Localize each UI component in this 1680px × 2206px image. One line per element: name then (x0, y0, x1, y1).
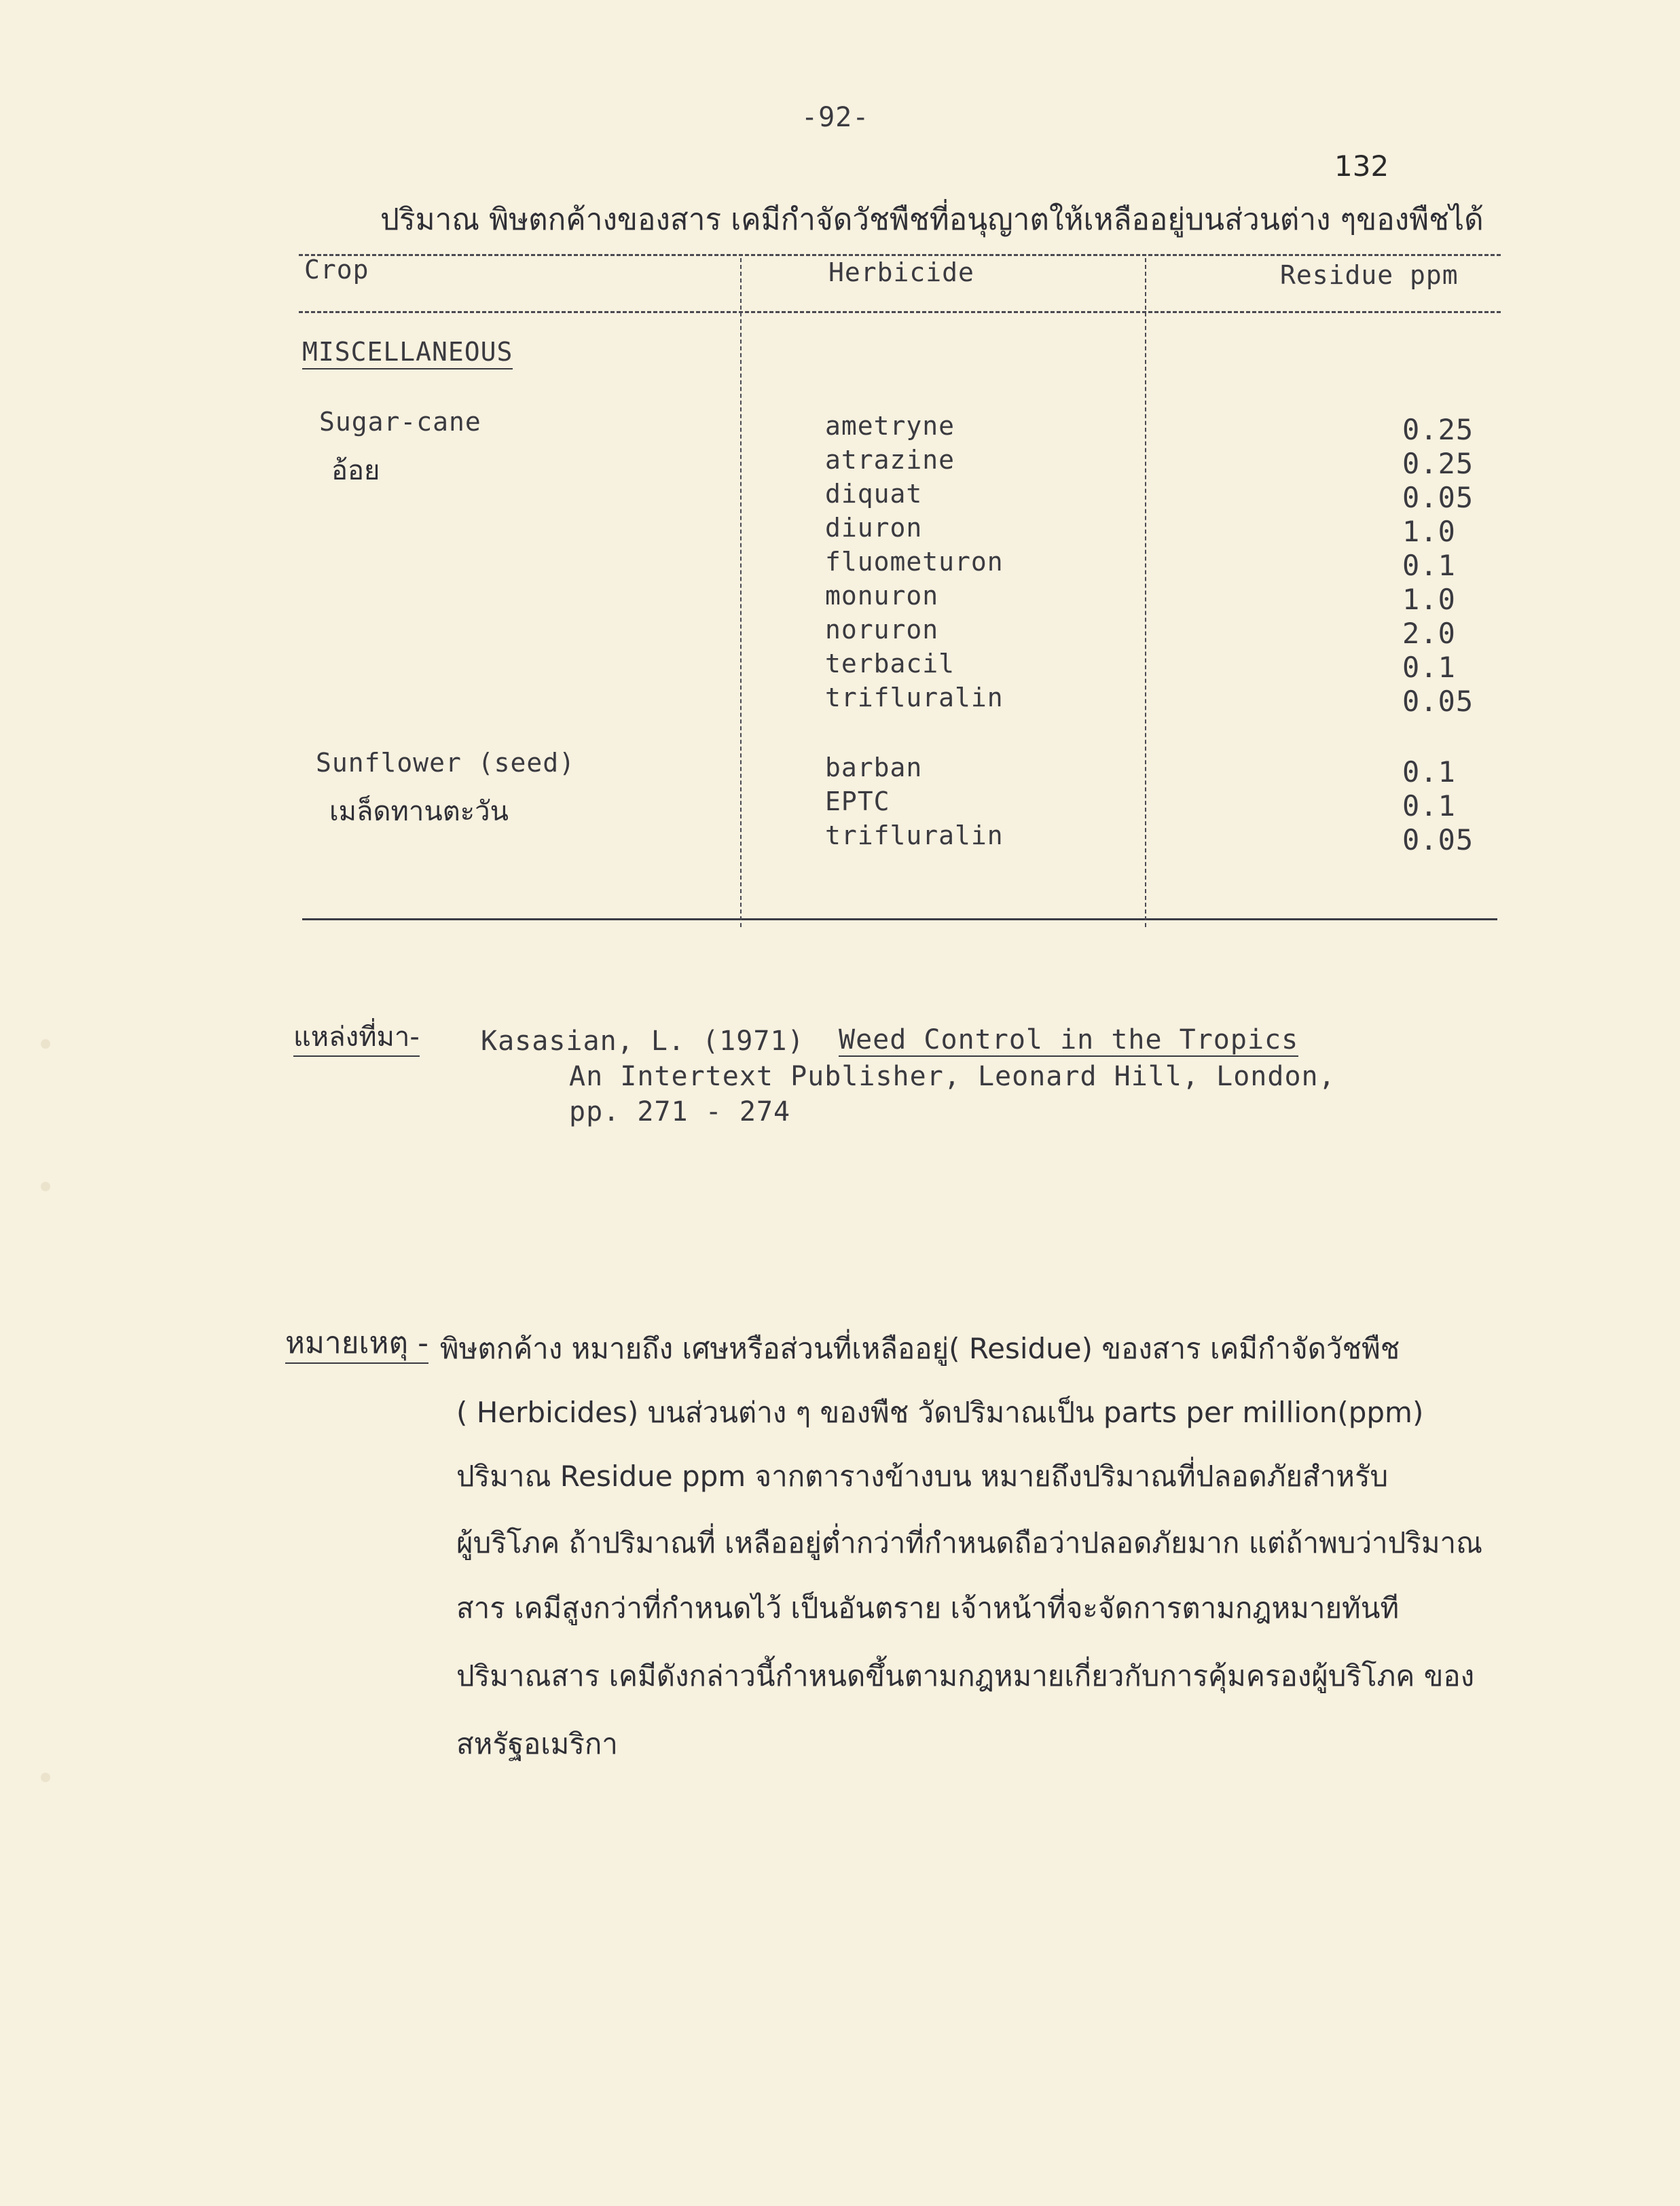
table-header-rule (299, 311, 1501, 313)
residue-value: 0.1 (1402, 549, 1456, 582)
header-herbicide: Herbicide (828, 257, 974, 287)
residue-list (1402, 413, 1474, 719)
note-line: ผู้บริโภค ถ้าปริมาณที่ เหลืออยู่ต่ำกว่าที่กำหนดถือว่าปลอดภัยมาก แต่ถ้าพบว่าปริมาณ (456, 1526, 1483, 1559)
crop-name-th: เมล็ดทานตะวัน (329, 796, 509, 827)
residue-value: 0.05 (1402, 481, 1474, 514)
residue-list (1402, 755, 1474, 857)
column-divider (740, 258, 742, 927)
herbicide-name: diuron (825, 513, 923, 543)
herbicide-name: noruron (825, 615, 939, 645)
crop-name-th: อ้อย (331, 455, 380, 486)
residue-value: 0.25 (1402, 413, 1474, 446)
herbicide-list (825, 751, 1004, 852)
punch-hole (41, 1182, 50, 1191)
table-title: ปริมาณ พิษตกค้างของสาร เคมีกำจัดวัชพืชที่อนุญาตให้เหลืออยู่บนส่วนต่าง ๆของพืชได้ (380, 202, 1484, 237)
source-label: แหล่งที่มา- (293, 1019, 420, 1057)
page-number: 132 (1334, 149, 1389, 183)
residue-value: 0.1 (1402, 789, 1456, 822)
note-line: ปริมาณสาร เคมีดังกล่าวนี้กำหนดขึ้นตามกฎหมายเกี่ยวกับการคุ้มครองผู้บริโภค ของ (456, 1659, 1475, 1693)
herbicide-name: monuron (825, 581, 939, 611)
source-publisher: An Intertext Publisher, Leonard Hill, London, (569, 1061, 1336, 1092)
table-bottom-rule (302, 918, 1497, 920)
herbicide-name: EPTC (825, 786, 890, 816)
residue-value: 2.0 (1402, 617, 1456, 650)
crop-name-en: Sunflower (seed) (316, 748, 576, 778)
section-label: MISCELLANEOUS (302, 336, 513, 369)
source-book-title: Weed Control in the Tropics (839, 1024, 1299, 1055)
header-residue: Residue ppm (1280, 260, 1459, 290)
punch-hole (41, 1039, 50, 1049)
herbicide-name: barban (825, 753, 923, 782)
note-line: ปริมาณ Residue ppm จากตารางข้างบน หมายถึงปริมาณที่ปลอดภัยสำหรับ (456, 1460, 1389, 1493)
residue-value: 1.0 (1402, 583, 1456, 616)
note-line: ( Herbicides) บนส่วนต่าง ๆ ของพืช วัดปริมาณเป็น parts per million(ppm) (456, 1396, 1424, 1429)
residue-value: 1.0 (1402, 515, 1456, 548)
herbicide-name: atrazine (825, 445, 955, 475)
herbicide-list (825, 409, 1004, 715)
source-author-year: Kasasian, L. (1971) (481, 1026, 805, 1057)
herbicide-name: trifluralin (825, 683, 1004, 712)
crop-name-en: Sugar-cane (319, 407, 481, 437)
herbicide-name: ametryne (825, 411, 955, 441)
herbicide-name: terbacil (825, 649, 955, 679)
note-line: พิษตกค้าง หมายถึง เศษหรือส่วนที่เหลืออยู่( Residue) ของสาร เคมีกำจัดวัชพืช (440, 1332, 1400, 1365)
source-pages: pp. 271 - 274 (569, 1096, 791, 1127)
punch-hole (41, 1773, 50, 1782)
residue-value: 0.1 (1402, 651, 1456, 684)
herbicide-name: diquat (825, 479, 923, 509)
note-label: หมายเหตุ - (285, 1324, 428, 1364)
note-line: สหรัฐอเมริกา (456, 1727, 618, 1760)
residue-value: 0.05 (1402, 823, 1474, 856)
residue-value: 0.25 (1402, 447, 1474, 480)
residue-value: 0.05 (1402, 685, 1474, 718)
top-mark: -92- (801, 102, 870, 133)
herbicide-name: fluometuron (825, 547, 1004, 577)
herbicide-name: trifluralin (825, 820, 1004, 850)
column-divider (1145, 258, 1146, 927)
residue-value: 0.1 (1402, 755, 1456, 789)
header-crop: Crop (304, 255, 369, 285)
note-line: สาร เคมีสูงกว่าที่กำหนดไว้ เป็นอันตราย เจ้าหน้าที่จะจัดการตามกฎหมายทันที (456, 1591, 1400, 1625)
